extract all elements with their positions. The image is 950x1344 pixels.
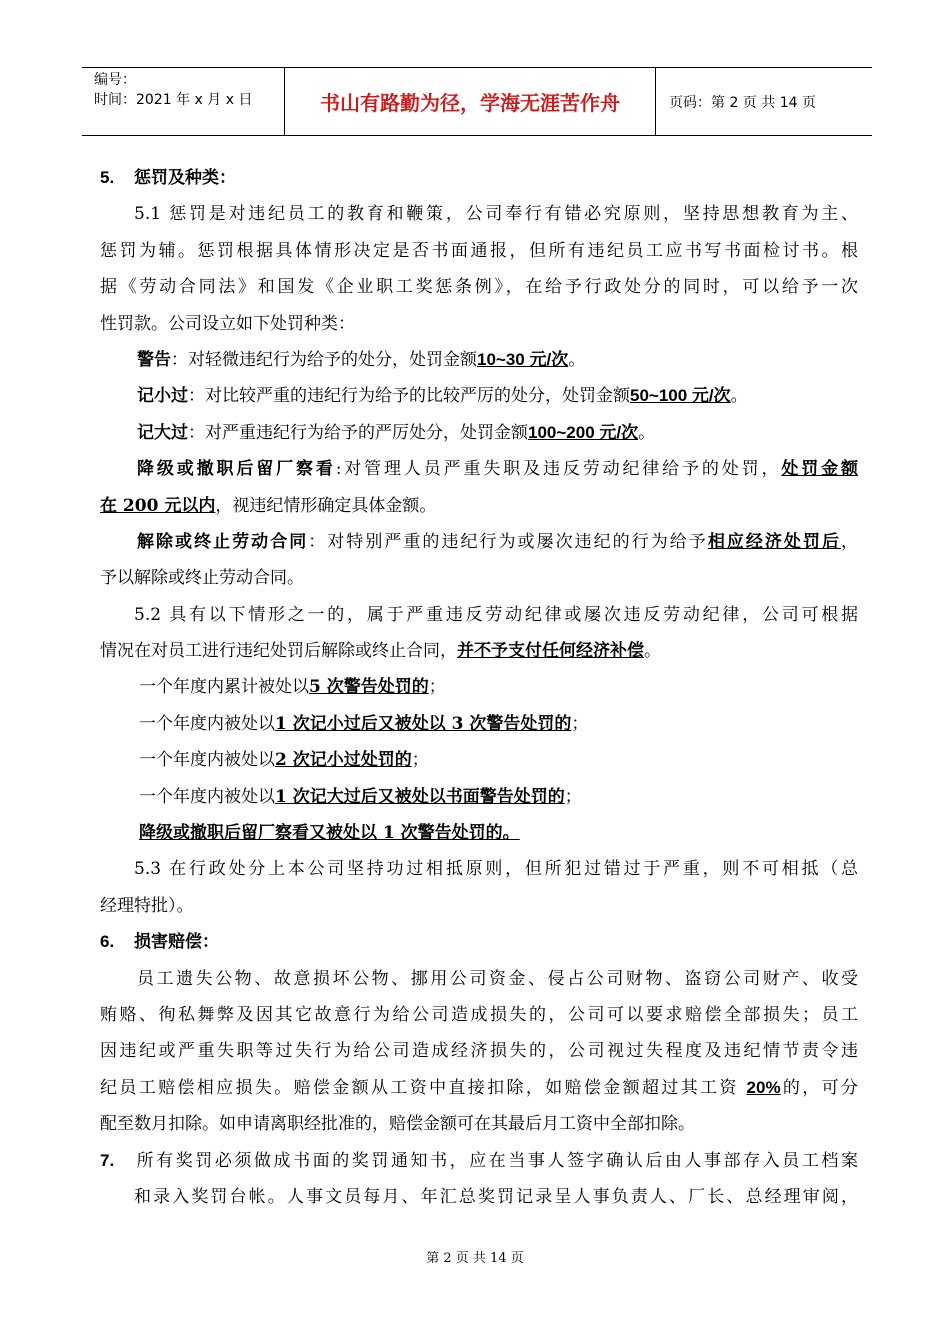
document-body [100,160,858,1215]
paragraph-5-1-line: 性罚款。公司设立如下处罚种类： [100,313,355,334]
section-7-line: 和录入奖罚台帐。人事文员每月、年汇总奖罚记录呈人事负责人、厂长、总经理审阅， [134,1186,858,1207]
penalty-demotion: 降级或撤职后留厂察看:对管理人员严重失职及违反劳动纪律给予的处罚，处罚金额 [137,459,858,480]
paragraph-5-1-line: 5.1 惩罚是对违纪员工的教育和鞭策，公司奉行有错必究原则，坚持思想教育为主、 [134,204,858,225]
dismissal-case: 一个年度内累计被处以5 次警告处罚的； [139,677,446,698]
paragraph-6-line: 员工遗失公物、故意损坏公物、挪用公司资金、侵占公司财物、盗窃公司财产、收受 [137,968,858,989]
page-header [82,67,872,136]
penalty-warning: 警告：对轻微违纪行为给予的处分，处罚金额10~30 元/次。 [137,349,586,370]
header-time: 时间：2021 年 x 月 x 日 [94,92,253,108]
paragraph-5-3-line: 经理特批）。 [100,895,194,916]
paragraph-5-1-line: 据《劳动合同法》和国发《企业职工奖惩条例》，在给予行政处分的同时，可以给予一次 [100,277,858,298]
penalty-minor-demerit: 记小过：对比较严重的违纪行为给予的比较严厉的处分，处罚金额50~100 元/次。 [137,386,748,407]
section-5-heading: 5. 惩罚及种类： [100,168,236,188]
paragraph-6-line: 因违纪或严重失职等过失行为给公司造成经济损失的，公司视过失程度及违纪情节责令违 [100,1041,858,1062]
penalty-termination-cont: 予以解除或终止劳动合同。 [100,568,304,589]
paragraph-5-3-line: 5.3 在行政处分上本公司坚持功过相抵原则，但所犯过错过于严重，则不可相抵（总 [134,859,858,880]
penalty-major-demerit: 记大过：对严重违纪行为给予的严厉处分，处罚金额100~200 元/次。 [137,422,656,443]
paragraph-6-line: 贿赂、徇私舞弊及因其它故意行为给公司造成损失的，公司可以要求赔偿全部损失；员工 [100,1004,858,1025]
paragraph-6-line: 纪员工赔偿相应损失。赔偿金额从工资中直接扣除，如赔偿金额超过其工资 20%的，可分 [100,1077,858,1098]
header-meta [82,68,285,135]
penalty-demotion-cont: 在 200 元以内，视违纪情形确定具体金额。 [100,495,437,516]
paragraph-5-1-line: 惩罚为辅。惩罚根据具体情形决定是否书面通报，但所有违纪员工应书写书面检讨书。根 [100,240,858,261]
section-6-heading: 6. 损害赔偿： [100,932,219,953]
header-number: 编号： [94,72,136,88]
header-motto: 书山有路勤为径，学海无涯苦作舟 [285,68,656,135]
paragraph-5-2-line: 5.2 具有以下情形之一的，属于严重违反劳动纪律或屡次违反劳动纪律，公司可根据 [134,604,858,625]
paragraph-5-2-line: 情况在对员工进行违纪处罚后解除或终止合同，并不予支付任何经济补偿。 [100,641,661,662]
paragraph-6-line: 配至数月扣除。如申请离职经批准的，赔偿金额可在其最后月工资中全部扣除。 [100,1114,695,1135]
dismissal-case: 一个年度内被处以1 次记小过后又被处以 3 次警告处罚的； [139,713,589,734]
section-7-line: 7. 所有奖罚必须做成书面的奖罚通知书，应在当事人签字确认后由人事部存入员工档案 [100,1150,858,1171]
page-footer: 第 2 页 共 14 页 [426,1251,524,1266]
dismissal-case: 降级或撤职后留厂察看又被处以 1 次警告处罚的。 [139,823,520,844]
penalty-termination: 解除或终止劳动合同：对特别严重的违纪行为或屡次违纪的行为给予相应经济处罚后， [137,531,858,552]
header-page-number: 页码：第 2 页 共 14 页 [669,94,816,111]
dismissal-case: 一个年度内被处以1 次记大过后又被处以书面警告处罚的； [139,786,582,807]
dismissal-case: 一个年度内被处以2 次记小过处罚的； [139,750,429,771]
